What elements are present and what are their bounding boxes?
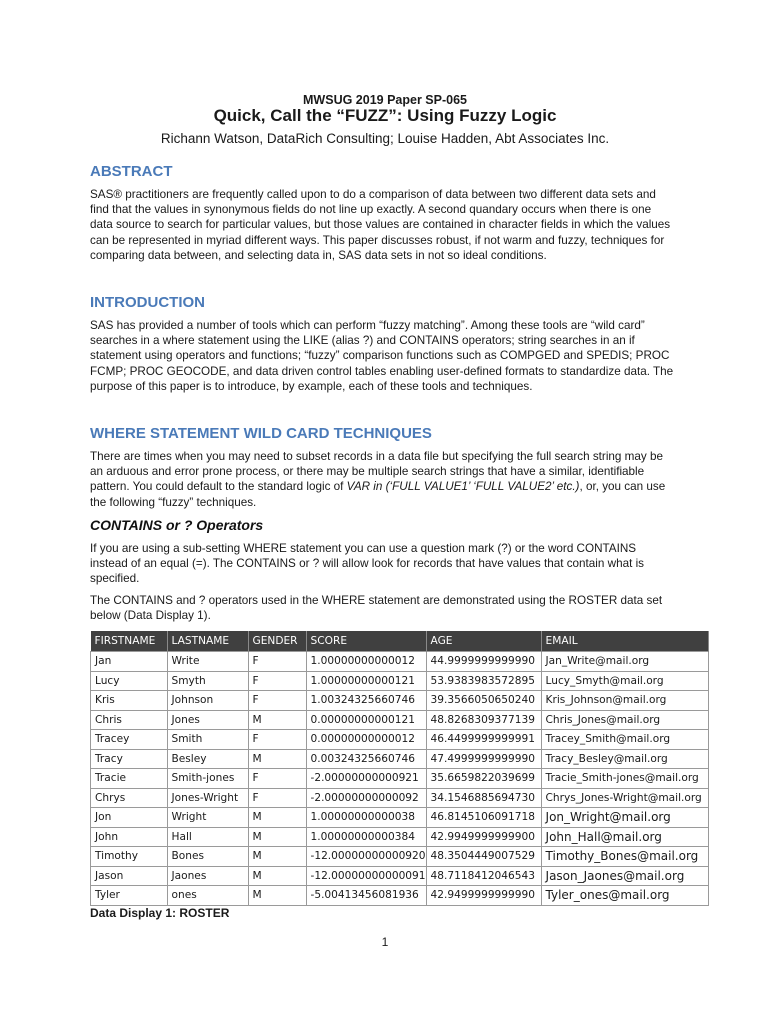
- email-cell: Tyler_ones@mail.org: [541, 886, 708, 906]
- email-cell: Tracy_Besley@mail.org: [541, 749, 708, 769]
- age-cell: 53.9383983572895: [426, 671, 541, 691]
- contains-para-1: If you are using a sub-setting WHERE statement you can use a question mark (?) or the word CONTAINS instead of an equal (=). The CONTAINS or ? will allow look for records that have values that contain what is specified.: [90, 542, 645, 586]
- score-cell: 1.00000000000038: [306, 808, 426, 828]
- table-row: [91, 788, 709, 808]
- email-cell: John_Hall@mail.org: [541, 827, 708, 847]
- gender-cell: F: [248, 671, 306, 691]
- email-cell: Jon_Wright@mail.org: [541, 808, 708, 828]
- gender-cell: F: [248, 652, 306, 672]
- score-cell: -2.00000000000092: [306, 788, 426, 808]
- lastname-cell: ones: [167, 886, 248, 906]
- score-cell: 0.00000000000012: [306, 730, 426, 750]
- contains-heading: CONTAINS or ? Operators: [90, 517, 264, 533]
- column-header: AGE: [426, 631, 541, 652]
- firstname-cell: Chrys: [91, 788, 168, 808]
- score-cell: -12.00000000000920: [306, 847, 426, 867]
- conference-label: MWSUG 2019 Paper SP-065: [303, 93, 467, 107]
- abstract-heading: ABSTRACT: [90, 163, 173, 180]
- gender-cell: M: [248, 749, 306, 769]
- page-number: 1: [381, 935, 389, 949]
- firstname-cell: Jan: [91, 652, 168, 672]
- table-row: [91, 827, 709, 847]
- score-cell: -5.00413456081936: [306, 886, 426, 906]
- paper-authors: Richann Watson, DataRich Consulting; Louise Hadden, Abt Associates Inc.: [160, 131, 610, 146]
- firstname-cell: Tracie: [91, 769, 168, 789]
- where-body-italic: VAR in (‘FULL VALUE1’ ‘FULL VALUE2’ etc.): [346, 480, 580, 494]
- table-row: [91, 847, 709, 867]
- lastname-cell: Smith-jones: [167, 769, 248, 789]
- score-cell: -12.00000000000091: [306, 866, 426, 886]
- age-cell: 39.3566050650240: [426, 691, 541, 711]
- column-header: GENDER: [248, 631, 306, 652]
- table-caption: Data Display 1: ROSTER: [90, 906, 230, 920]
- firstname-cell: Timothy: [91, 847, 168, 867]
- email-cell: Jan_Write@mail.org: [541, 652, 708, 672]
- score-cell: 0.00324325660746: [306, 749, 426, 769]
- age-cell: 47.4999999999990: [426, 749, 541, 769]
- column-header: FIRSTNAME: [91, 631, 168, 652]
- column-header: EMAIL: [541, 631, 708, 652]
- age-cell: 48.3504449007529: [426, 847, 541, 867]
- firstname-cell: Tracy: [91, 749, 168, 769]
- table-row: [91, 886, 709, 906]
- gender-cell: F: [248, 730, 306, 750]
- roster-table: [90, 631, 709, 906]
- table-row: [91, 769, 709, 789]
- age-cell: 48.8268309377139: [426, 710, 541, 730]
- gender-cell: M: [248, 808, 306, 828]
- firstname-cell: Tracey: [91, 730, 168, 750]
- firstname-cell: Chris: [91, 710, 168, 730]
- introduction-body: SAS has provided a number of tools which can perform “fuzzy matching”. Among these tools are “wild card” searches in a where statement using the LIKE (alias ?) and CONTAINS operators; string searches in an if statement using operators and functions; “fuzzy” comparison functions such as COMPGED and SPEDIS; PROC FCMP; PROC GEOCODE, and data driven control tables enabling user-defined formats to standardize data. The purpose of this paper is to introduce, by example, each of these tools and techniques.: [90, 319, 674, 393]
- where-section-body: [90, 449, 675, 510]
- paper-title: Quick, Call the “FUZZ”: Using Fuzzy Logic: [213, 106, 557, 125]
- lastname-cell: Besley: [167, 749, 248, 769]
- lastname-cell: Jones: [167, 710, 248, 730]
- email-cell: Tracey_Smith@mail.org: [541, 730, 708, 750]
- gender-cell: M: [248, 866, 306, 886]
- age-cell: 48.7118412046543: [426, 866, 541, 886]
- where-body-end: , or, you can use the following “fuzzy” techniques.: [90, 480, 666, 509]
- table-row: [91, 710, 709, 730]
- score-cell: 1.00000000000121: [306, 671, 426, 691]
- lastname-cell: Jaones: [167, 866, 248, 886]
- email-cell: Timothy_Bones@mail.org: [541, 847, 708, 867]
- firstname-cell: Tyler: [91, 886, 168, 906]
- table-row: [91, 652, 709, 672]
- gender-cell: F: [248, 769, 306, 789]
- introduction-heading: INTRODUCTION: [90, 294, 205, 311]
- column-header: SCORE: [306, 631, 426, 652]
- firstname-cell: Lucy: [91, 671, 168, 691]
- contains-para-2: The CONTAINS and ? operators used in the WHERE statement are demonstrated using the ROSTER data set below (Data Display 1).: [90, 594, 663, 623]
- abstract-body: SAS® practitioners are frequently called upon to do a comparison of data between two different data sets and find that the values in synonymous fields do not line up exactly. A second quandary occurs when there is one data source to search for particular values, but those values are contained in character fields in which the values can be represented in myriad different ways. This paper discusses robust, if not warm and fuzzy, techniques for comparing data between, and selecting data in, SAS data sets in not so ideal conditions.: [90, 188, 671, 262]
- age-cell: 42.9949999999900: [426, 827, 541, 847]
- email-cell: Chris_Jones@mail.org: [541, 710, 708, 730]
- email-cell: Lucy_Smyth@mail.org: [541, 671, 708, 691]
- gender-cell: M: [248, 710, 306, 730]
- score-cell: 0.00000000000121: [306, 710, 426, 730]
- score-cell: 1.00324325660746: [306, 691, 426, 711]
- table-row: [91, 730, 709, 750]
- gender-cell: M: [248, 886, 306, 906]
- gender-cell: F: [248, 691, 306, 711]
- gender-cell: F: [248, 788, 306, 808]
- email-cell: Tracie_Smith-jones@mail.org: [541, 769, 708, 789]
- table-row: [91, 671, 709, 691]
- score-cell: 1.00000000000384: [306, 827, 426, 847]
- lastname-cell: Jones-Wright: [167, 788, 248, 808]
- age-cell: 42.9499999999990: [426, 886, 541, 906]
- age-cell: 46.8145106091718: [426, 808, 541, 828]
- table-row: [91, 691, 709, 711]
- where-body-start: There are times when you may need to subset records in a data file but specifying the full search string may be an arduous and error prone process, or there may be multiple search strings that have a similar, identifiable pattern. You could default to the standard logic of: [90, 450, 663, 494]
- firstname-cell: Kris: [91, 691, 168, 711]
- email-cell: Chrys_Jones-Wright@mail.org: [541, 788, 708, 808]
- score-cell: 1.00000000000012: [306, 652, 426, 672]
- column-header: LASTNAME: [167, 631, 248, 652]
- score-cell: -2.00000000000921: [306, 769, 426, 789]
- lastname-cell: Smyth: [167, 671, 248, 691]
- lastname-cell: Smith: [167, 730, 248, 750]
- roster-header-row: [91, 631, 709, 652]
- firstname-cell: Jason: [91, 866, 168, 886]
- age-cell: 35.6659822039699: [426, 769, 541, 789]
- table-row: [91, 749, 709, 769]
- table-row: [91, 866, 709, 886]
- gender-cell: M: [248, 827, 306, 847]
- where-section-heading: WHERE STATEMENT WILD CARD TECHNIQUES: [90, 425, 432, 442]
- roster-body: [91, 652, 709, 906]
- age-cell: 34.1546885694730: [426, 788, 541, 808]
- email-cell: Kris_Johnson@mail.org: [541, 691, 708, 711]
- firstname-cell: Jon: [91, 808, 168, 828]
- lastname-cell: Johnson: [167, 691, 248, 711]
- email-cell: Jason_Jaones@mail.org: [541, 866, 708, 886]
- firstname-cell: John: [91, 827, 168, 847]
- lastname-cell: Hall: [167, 827, 248, 847]
- lastname-cell: Wright: [167, 808, 248, 828]
- lastname-cell: Write: [167, 652, 248, 672]
- table-row: [91, 808, 709, 828]
- age-cell: 44.9999999999990: [426, 652, 541, 672]
- gender-cell: M: [248, 847, 306, 867]
- lastname-cell: Bones: [167, 847, 248, 867]
- age-cell: 46.4499999999991: [426, 730, 541, 750]
